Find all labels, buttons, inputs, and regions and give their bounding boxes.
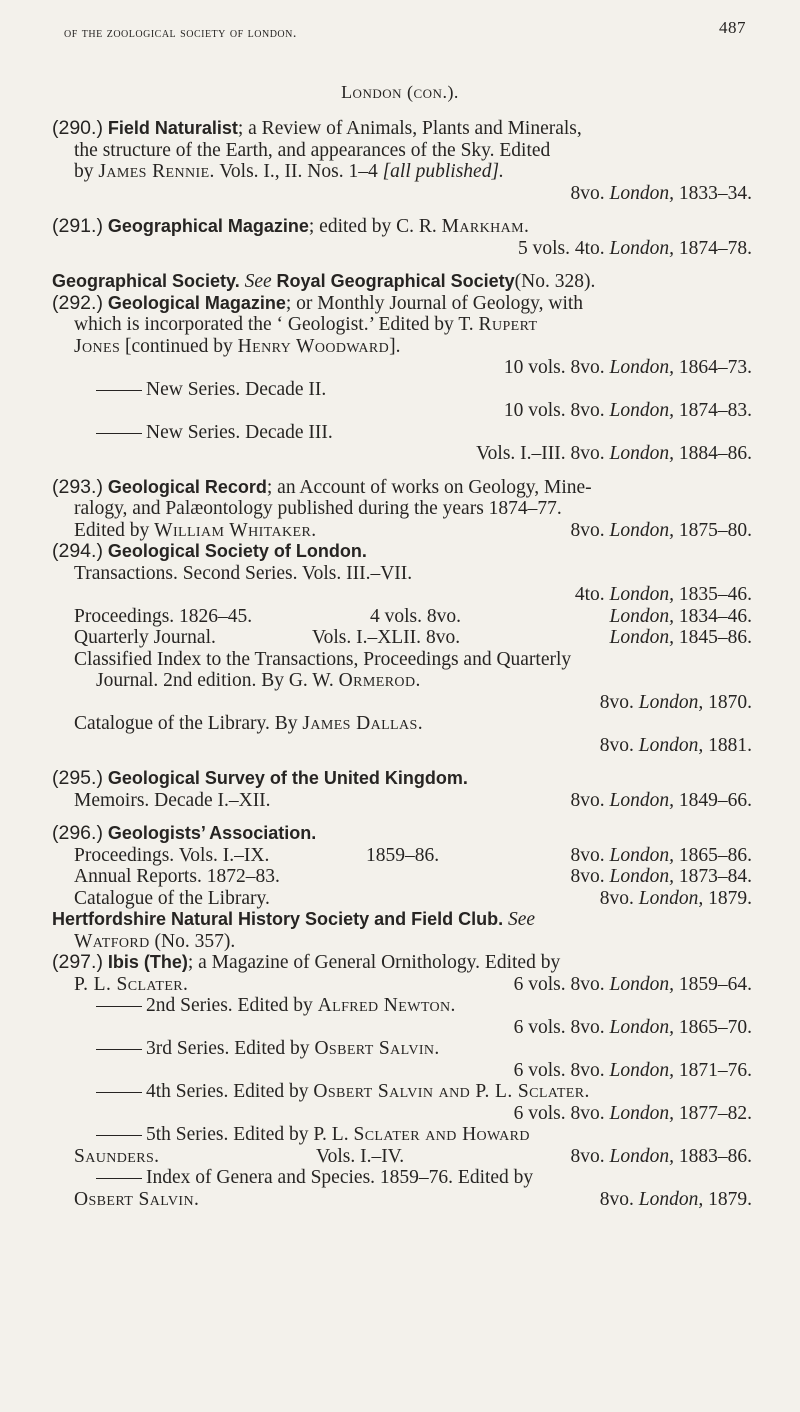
entry-title: Geologists’ Association. (107, 823, 317, 843)
entry-292-new-series-2: New Series. Decade II. (52, 379, 752, 401)
entry-297-series-5-imprint: Saunders. Vols. I.–IV. 8vo. London, 1883–86. (74, 1145, 752, 1167)
entry-297-series-3: 3rd Series. Edited by Osbert Salvin. (52, 1038, 752, 1060)
entry-296-library-catalogue: Catalogue of the Library. 8vo. London, 1879. (74, 887, 752, 909)
entry-294-title: (294.) Geological Society of London. (52, 540, 367, 562)
entry-297-series-2: 2nd Series. Edited by Alfred Newton. (52, 995, 752, 1017)
entry-296-title: (296.) Geologists’ Association. (52, 822, 317, 844)
entry-title: Geographical Magazine (107, 216, 309, 236)
entry-297-series-3-imprint: 6 vols. 8vo. London, 1871–76. (513, 1059, 752, 1081)
geographical-society-see-reference: Geographical Society. See Royal Geographical Society(No. 328). (52, 271, 596, 292)
entry-292-line-3: Jones [continued by Henry Woodward]. (74, 335, 401, 357)
entry-296-proceedings: Proceedings. Vols. I.–IX. 1859–86. 8vo. London, 1865–86. (74, 844, 752, 866)
page-number: 487 (719, 18, 746, 37)
page-header (64, 12, 746, 42)
entry-294-proceedings: Proceedings. 1826–45. 4 vols. 8vo. London, 1834–46. (74, 605, 752, 627)
running-title: of the zoological society of london. (64, 26, 297, 41)
entry-297-line-1: (297.) Ibis (The); a Magazine of General Ornithology. Edited by (52, 951, 561, 973)
entry-297-series-5: 5th Series. Edited by P. L. Sclater and Howard (52, 1124, 752, 1146)
section-title: London (con.). (341, 82, 459, 102)
entry-title: Geological Record (107, 476, 267, 497)
entry-297-series-4: 4th Series. Edited by Osbert Salvin and P. L. Sclater. (52, 1081, 752, 1103)
entry-294-quarterly-journal: Quarterly Journal. Vols. I.–XLII. 8vo. London, 1845–86. (74, 627, 752, 648)
entry-294-classified-index-2: Journal. 2nd edition. By G. W. Ormerod. (96, 670, 421, 691)
entry-294-classified-index-imprint: 8vo. London, 1870. (599, 691, 752, 713)
entry-297-series-2-imprint: 6 vols. 8vo. London, 1865–70. (513, 1016, 752, 1038)
entry-290-line-1: (290.) Field Naturalist; a Review of Animals, Plants and Minerals, (52, 117, 582, 139)
hertfordshire-see-reference-2: Watford (No. 357). (74, 930, 236, 952)
entry-297-line-2: P. L. Sclater. 6 vols. 8vo. London, 1859–64. (74, 973, 752, 995)
entry-290-line-2: the structure of the Earth, and appearances of the Sky. Edited (74, 139, 551, 161)
entry-297-index: Index of Genera and Species. 1859–76. Edited by (52, 1167, 752, 1189)
entry-297-series-4-imprint: 6 vols. 8vo. London, 1877–82. (513, 1102, 752, 1124)
entry-290-imprint: 8vo. London, 1833–34. (570, 182, 752, 204)
entry-292-new-series-3-imprint: Vols. I.–III. 8vo. London, 1884–86. (476, 443, 752, 464)
entry-297-index-imprint: Osbert Salvin. 8vo. London, 1879. (74, 1188, 752, 1210)
entry-291-line-1: (291.) Geographical Magazine; edited by C. R. Markham. (52, 215, 530, 237)
entry-292-new-series-2-imprint: 10 vols. 8vo. London, 1874–83. (503, 400, 752, 421)
entry-296-annual-reports: Annual Reports. 1872–83. 8vo. London, 1873–84. (74, 866, 752, 887)
entry-294-transactions-imprint: 4to. London, 1835–46. (574, 584, 752, 605)
entry-title: Geological Society of London. (107, 541, 367, 561)
entry-293-line-1: (293.) Geological Record; an Account of works on Geology, Mine- (52, 475, 592, 498)
entry-292-new-series-3: New Series. Decade III. (52, 422, 752, 444)
entry-294-library-catalogue: Catalogue of the Library. By James Dallas. (74, 713, 423, 734)
entry-294-classified-index: Classified Index to the Transactions, Proceedings and Quarterly (74, 648, 572, 670)
entry-292-imprint: 10 vols. 8vo. London, 1864–73. (503, 357, 752, 378)
entry-293-line-2: ralogy, and Palæontology published during the years 1874–77. (74, 498, 562, 519)
entry-294-transactions: Transactions. Second Series. Vols. III.–VII. (74, 562, 413, 584)
entry-292-line-2: which is incorporated the ‘ Geologist.’ Edited by T. Rupert (74, 314, 538, 335)
entry-291-imprint: 5 vols. 4to. London, 1874–78. (517, 237, 752, 259)
entry-290-line-3: by James Rennie. Vols. I., II. Nos. 1–4 [all published]. (74, 161, 504, 182)
entry-294-library-catalogue-imprint: 8vo. London, 1881. (599, 734, 752, 756)
entry-295-title: (295.) Geological Survey of the United Kingdom. (52, 767, 468, 789)
entry-title: Field Naturalist (107, 118, 238, 138)
entry-title: Geological Survey of the United Kingdom. (107, 768, 468, 788)
entry-title: Geological Magazine (107, 292, 286, 313)
entry-295-memoirs: Memoirs. Decade I.–XII. 8vo. London, 1849–66. (74, 789, 752, 811)
catalogue-entries (52, 118, 752, 1210)
entry-292-line-1: (292.) Geological Magazine; or Monthly Journal of Geology, with (52, 291, 584, 314)
hertfordshire-see-reference: Hertfordshire Natural History Society and Field Club. See (52, 909, 536, 930)
entry-293-line-3: Edited by William Whitaker. 8vo. London, 1875–80. (74, 519, 752, 541)
entry-title: Ibis (The) (107, 952, 188, 972)
